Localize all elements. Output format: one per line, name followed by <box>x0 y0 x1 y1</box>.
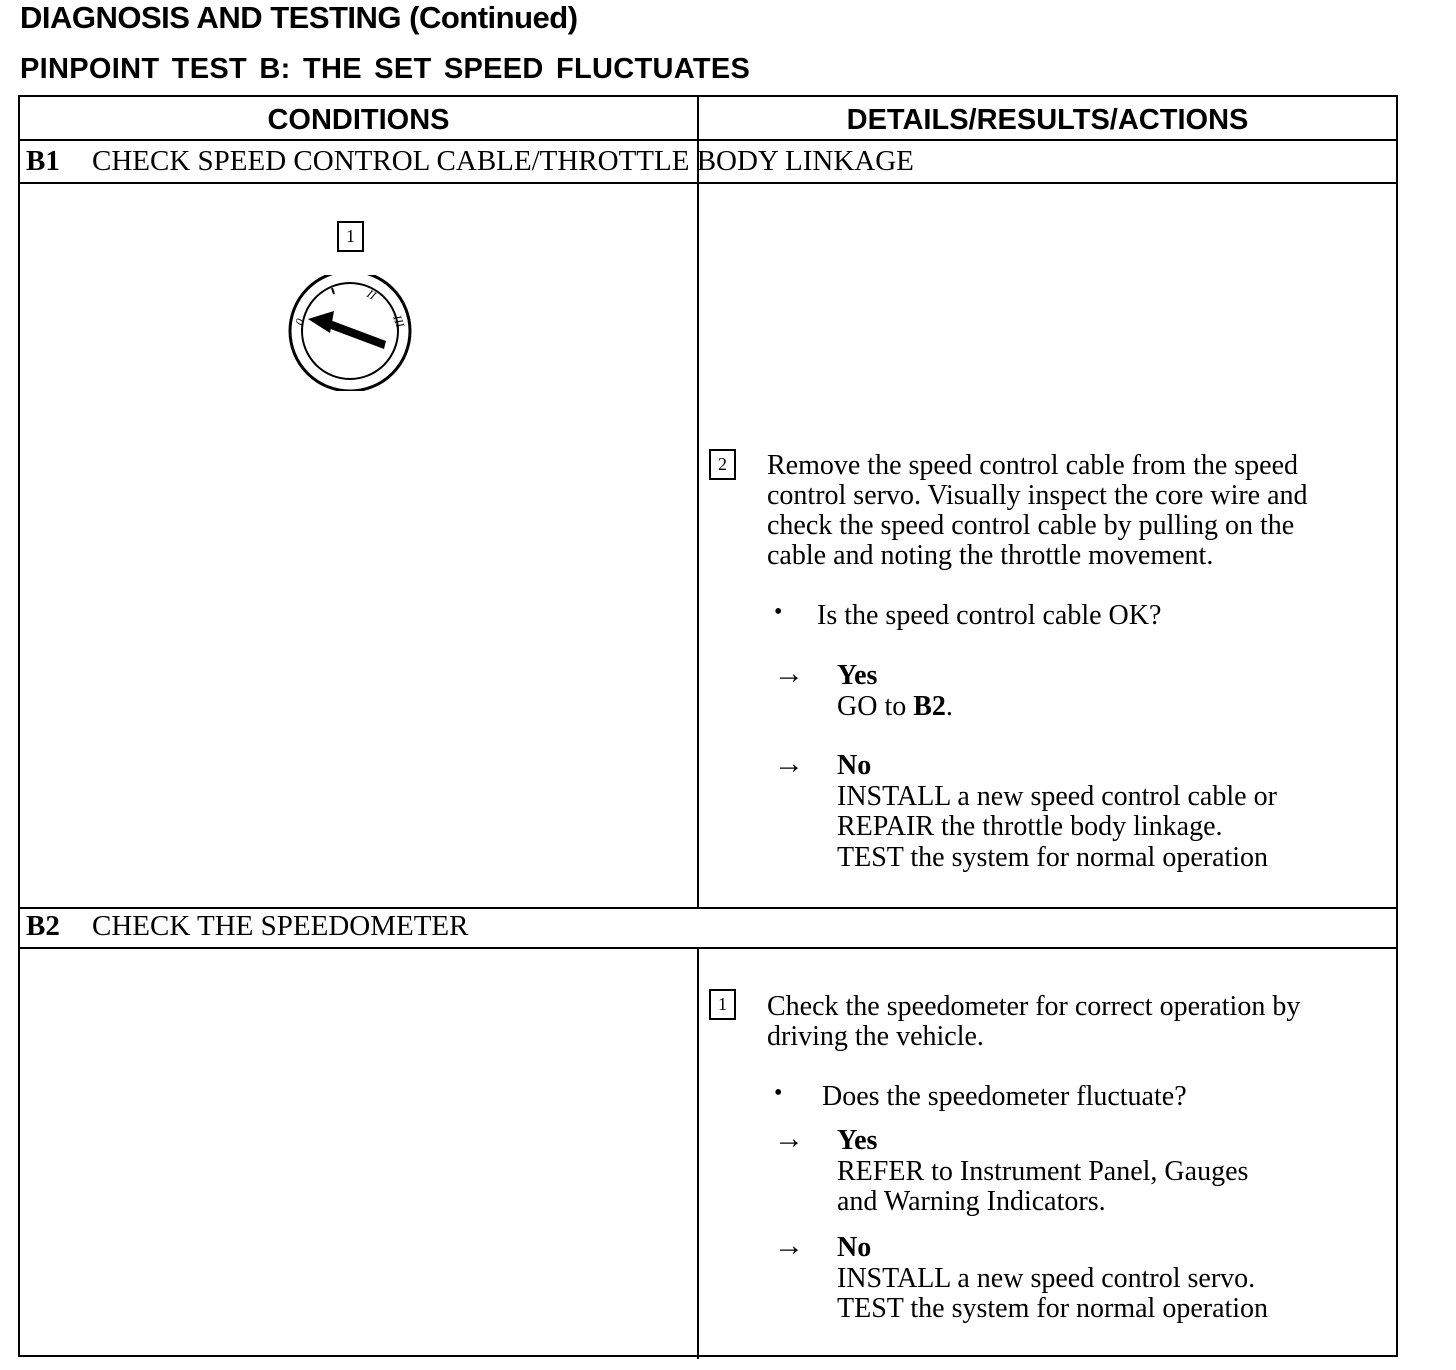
svg-text:II: II <box>364 286 379 303</box>
answer-label: Yes <box>837 1125 878 1156</box>
arrow-right-icon: → <box>774 1122 804 1155</box>
page-title: DIAGNOSIS AND TESTING (Continued) <box>20 0 578 35</box>
arrow-right-icon: → <box>774 747 804 780</box>
text-line: cable and noting the throttle movement. <box>767 540 1214 571</box>
figure-step-number: 1 <box>337 221 364 252</box>
svg-text:0: 0 <box>292 316 308 328</box>
answer-label: No <box>837 750 872 781</box>
answer-yes <box>837 661 953 722</box>
column-divider <box>697 97 699 909</box>
answer-line: TEST the system for normal operation <box>837 841 1269 873</box>
answer-line: TEST the system for normal operation <box>837 1293 1269 1324</box>
text-line: Remove the speed control cable from the speed <box>767 450 1299 481</box>
text-line: Check the speedometer for correct operation by <box>767 991 1301 1022</box>
arrow-right-icon: → <box>774 657 804 690</box>
row-divider <box>20 182 1396 184</box>
column-header-conditions: CONDITIONS <box>267 104 450 136</box>
column-header-details: DETAILS/RESULTS/ACTIONS <box>846 104 1249 136</box>
question-text: Does the speedometer fluctuate? <box>822 1081 1187 1112</box>
answer-label: Yes <box>837 660 878 691</box>
answer-line: INSTALL a new speed control servo. <box>837 1262 1256 1294</box>
answer-no <box>837 1233 1268 1325</box>
section-id: B1 <box>26 145 60 177</box>
step-text <box>767 451 1308 571</box>
bullet-icon: • <box>774 599 783 625</box>
text-line: driving the vehicle. <box>767 1021 984 1052</box>
answer-yes <box>837 1126 1248 1218</box>
row-divider <box>20 907 1396 909</box>
row-divider <box>20 947 1396 949</box>
pinpoint-test-title: PINPOINT TEST B: THE SET SPEED FLUCTUATES <box>20 53 751 85</box>
text-line: check the speed control cable by pulling on the <box>767 510 1295 541</box>
answer-line: GO to B2. <box>837 690 953 722</box>
answer-line: INSTALL a new speed control cable or <box>837 780 1277 812</box>
answer-line: REFER to Instrument Panel, Gauges <box>837 1155 1249 1187</box>
step-number: 1 <box>709 989 736 1020</box>
section-title: CHECK THE SPEEDOMETER <box>92 910 469 942</box>
answer-label: No <box>837 1232 872 1263</box>
question-text: Is the speed control cable OK? <box>817 600 1162 631</box>
ignition-key-off-icon <box>286 275 416 391</box>
section-id: B2 <box>26 910 60 942</box>
bullet-icon: • <box>774 1080 783 1106</box>
section-header-b2 <box>26 910 468 943</box>
step-text <box>767 992 1300 1052</box>
pinpoint-table <box>18 95 1398 1357</box>
answer-line: and Warning Indicators. <box>837 1186 1106 1217</box>
svg-text:III: III <box>390 313 408 330</box>
section-title: CHECK SPEED CONTROL CABLE/THROTTLE BODY LINKAGE <box>92 145 914 177</box>
answer-no <box>837 751 1277 873</box>
answer-line: REPAIR the throttle body linkage. <box>837 811 1223 842</box>
section-header-b1 <box>26 145 914 178</box>
column-divider <box>697 949 699 1359</box>
step-number: 2 <box>709 449 736 480</box>
arrow-right-icon: → <box>774 1229 804 1262</box>
text-line: control servo. Visually inspect the core wire and <box>767 480 1308 511</box>
